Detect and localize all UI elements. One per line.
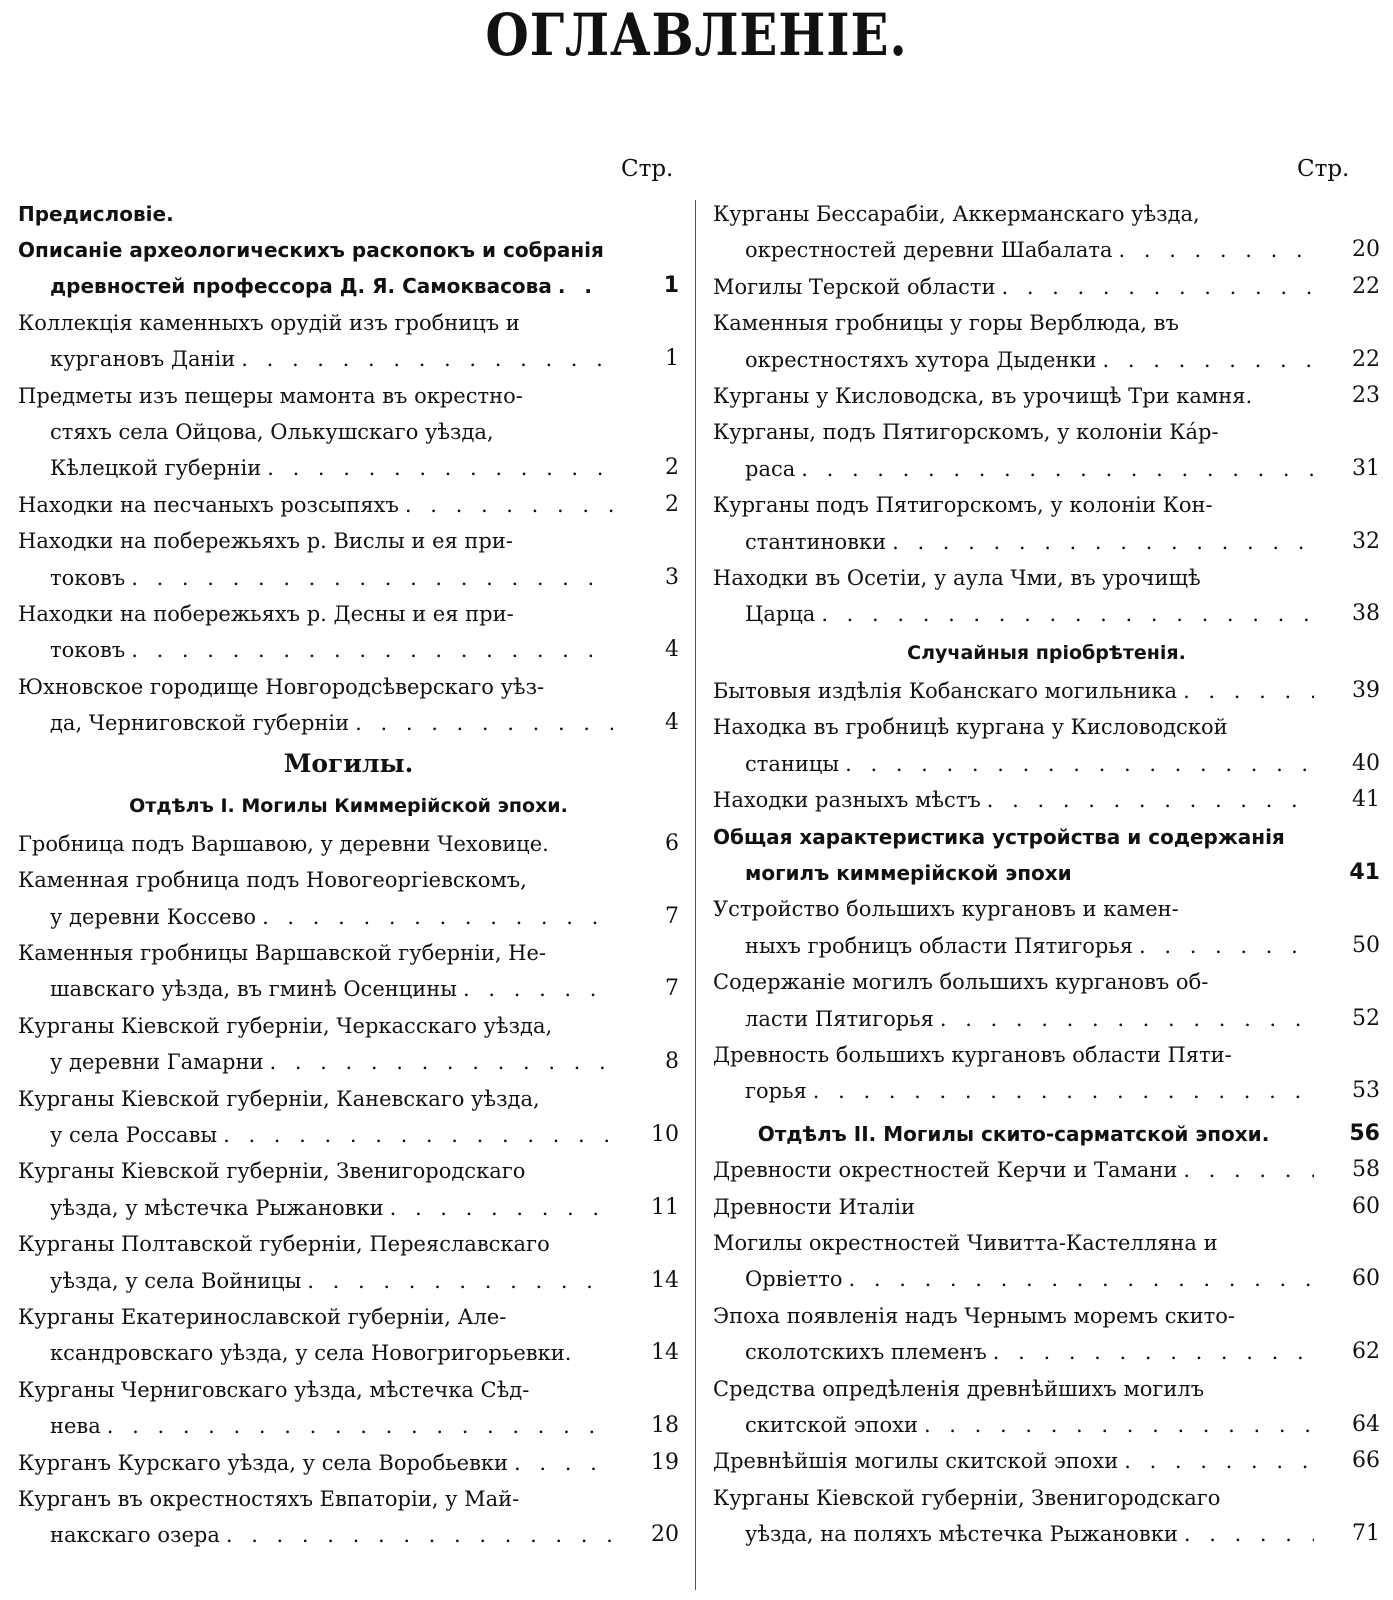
toc-entry-text: Содержанiе могилъ большихъ кургановъ об- bbox=[713, 970, 1209, 995]
toc-page-number: 60 bbox=[1352, 1193, 1380, 1219]
toc-entry-text: уѣзда, у села Войницы bbox=[50, 1268, 302, 1293]
dot-leader bbox=[1178, 1516, 1314, 1552]
toc-entry-text: Находки на побережьяхъ р. Десны и ея при- bbox=[18, 602, 514, 627]
dot-leader bbox=[981, 782, 1314, 818]
toc-page-number: 4 bbox=[665, 637, 679, 663]
dot-leader bbox=[217, 1117, 613, 1153]
toc-entry[interactable] bbox=[18, 1044, 679, 1080]
toc-entry[interactable] bbox=[713, 1073, 1380, 1109]
dot-leader bbox=[399, 487, 613, 523]
toc-group-caucasus bbox=[713, 196, 1380, 633]
toc-page-number: 3 bbox=[665, 564, 679, 590]
toc-entry[interactable] bbox=[18, 1190, 679, 1226]
toc-entry-text: Курганы Кiевской губернiи, Каневскаго уѣзда, bbox=[18, 1086, 540, 1111]
toc-entry[interactable] bbox=[18, 1445, 679, 1481]
toc-page-number: 58 bbox=[1352, 1157, 1380, 1183]
toc-page-number: 23 bbox=[1352, 383, 1380, 409]
toc-entry-line bbox=[18, 596, 679, 632]
toc-page-number: 22 bbox=[1352, 273, 1380, 299]
toc-entry-text: Юхновское городище Новгородсѣверскаго уѣз- bbox=[18, 674, 545, 699]
toc-entry-text: могилъ киммерiйской эпохи bbox=[745, 860, 1072, 885]
toc-right-column bbox=[713, 196, 1380, 1553]
toc-entry-text: Находка въ гробницѣ кургана у Кисловодской bbox=[713, 715, 1228, 740]
toc-group-cimmerian bbox=[18, 826, 679, 1554]
section-heading-scythian[interactable] bbox=[713, 1110, 1380, 1152]
toc-entry-line bbox=[18, 1008, 679, 1044]
toc-entry-text: кургановъ Данiи bbox=[50, 347, 236, 372]
dot-leader bbox=[125, 560, 613, 596]
toc-left-column bbox=[18, 196, 679, 1554]
toc-entry-text: стяхъ села Ойцова, Олькушскаго уѣзда, bbox=[50, 420, 494, 445]
toc-entry-text: шавскаго уѣзда, въ гминѣ Осенцины bbox=[50, 977, 458, 1002]
toc-entry-line bbox=[713, 891, 1380, 927]
toc-entry-line bbox=[18, 305, 679, 341]
toc-entry-text: ныхъ гробницъ области Пятигорья bbox=[745, 933, 1133, 958]
toc-entry[interactable] bbox=[713, 1001, 1380, 1037]
toc-page-number: 39 bbox=[1352, 677, 1380, 703]
toc-entry-text: токовъ bbox=[50, 565, 126, 590]
page-title: ОГЛАВЛЕНIЕ. bbox=[485, 1, 908, 69]
dot-leader bbox=[349, 705, 613, 741]
toc-entry-text: ксандровскаго уѣзда, у села Новогригорьевки. bbox=[50, 1341, 572, 1366]
toc-entry-text: накскаго озера bbox=[50, 1523, 220, 1548]
toc-entry-text: Могилы окрестностей Чивитта-Кастелляна и bbox=[713, 1230, 1218, 1255]
dot-leader bbox=[934, 1001, 1314, 1037]
toc-entry[interactable] bbox=[713, 232, 1380, 268]
toc-entry-text: древностей профессора Д. Я. Самоквасова bbox=[50, 274, 552, 299]
toc-entry-text: Средства опредѣленiя древнѣйшихъ могилъ bbox=[713, 1376, 1205, 1401]
toc-entry[interactable] bbox=[18, 826, 679, 862]
toc-entry-text: Курганы Бессарабiи, Аккерманскаго уѣзда, bbox=[713, 202, 1200, 226]
toc-page-number: 60 bbox=[1352, 1266, 1380, 1292]
toc-entry-line bbox=[713, 1480, 1380, 1516]
dot-leader bbox=[815, 596, 1314, 632]
toc-entry[interactable] bbox=[18, 705, 679, 741]
dot-leader bbox=[839, 746, 1314, 782]
toc-entry-line bbox=[713, 196, 1380, 232]
dot-leader bbox=[508, 1445, 613, 1481]
toc-entry[interactable] bbox=[713, 673, 1380, 709]
toc-entry[interactable] bbox=[713, 1407, 1380, 1443]
toc-entry-text: Курганы Кiевской губернiи, Звенигородскаго bbox=[18, 1159, 526, 1184]
toc-entry-text: Устройство большихъ кургановъ и камен- bbox=[713, 897, 1179, 922]
toc-entry-text: у села Россавы bbox=[50, 1122, 218, 1147]
toc-entry-line bbox=[713, 709, 1380, 745]
toc-entry[interactable] bbox=[713, 1443, 1380, 1479]
toc-entry[interactable] bbox=[18, 1335, 679, 1371]
toc-entry[interactable] bbox=[18, 268, 679, 304]
toc-entry-line bbox=[18, 935, 679, 971]
dot-leader bbox=[552, 268, 613, 304]
toc-entry[interactable] bbox=[18, 1517, 679, 1553]
toc-entry[interactable] bbox=[713, 1516, 1380, 1552]
toc-entry-text: горья bbox=[745, 1079, 807, 1104]
toc-page-number: 66 bbox=[1352, 1448, 1380, 1474]
dot-leader bbox=[1118, 1443, 1314, 1479]
toc-entry[interactable] bbox=[713, 269, 1380, 305]
toc-entry-line bbox=[713, 964, 1380, 1000]
dot-leader bbox=[235, 341, 613, 377]
dot-leader bbox=[995, 269, 1314, 305]
toc-entry[interactable] bbox=[713, 451, 1380, 487]
dot-leader bbox=[1177, 1152, 1314, 1188]
dot-leader bbox=[101, 1408, 613, 1444]
toc-entry-line bbox=[18, 669, 679, 705]
page-column-label-right: Стр. bbox=[1297, 156, 1350, 182]
toc-entry-text: Орвiетто bbox=[745, 1267, 843, 1292]
dot-leader bbox=[1133, 928, 1314, 964]
toc-entry-line bbox=[713, 560, 1380, 596]
toc-preface[interactable]: Предисловiе. bbox=[18, 202, 174, 226]
toc-entry-line bbox=[713, 819, 1380, 855]
toc-entry-text: Курганы Кiевской губернiи, Черкасскаго уѣзда, bbox=[18, 1013, 553, 1038]
toc-group-scythian bbox=[713, 1152, 1380, 1552]
toc-entry-text: скитской эпохи bbox=[745, 1413, 918, 1437]
toc-entry-text: токовъ bbox=[50, 638, 126, 663]
toc-page-number: 41 bbox=[1352, 787, 1380, 813]
toc-entry-text: стантиновки bbox=[745, 529, 887, 554]
toc-page-number: 20 bbox=[1352, 237, 1380, 263]
toc-page-number: 71 bbox=[1352, 1521, 1380, 1547]
section-heading-graves: Могилы. bbox=[283, 748, 414, 778]
toc-entry-text: Гробница подъ Варшавою, у деревни Чеховице. bbox=[18, 831, 549, 856]
dot-leader bbox=[301, 1263, 613, 1299]
toc-entry-text: Находки разныхъ мѣстъ bbox=[713, 788, 981, 813]
toc-entry-text: Курганы Екатеринославской губернiи, Але- bbox=[18, 1304, 507, 1329]
toc-group-random-finds bbox=[713, 673, 1380, 1110]
toc-entry-line bbox=[18, 378, 679, 414]
toc-page-number: 11 bbox=[651, 1194, 679, 1220]
toc-entry-line bbox=[713, 487, 1380, 523]
toc-entry-text: Общая характеристика устройства и содержанiя bbox=[713, 824, 1285, 849]
toc-page-number: 4 bbox=[665, 710, 679, 736]
toc-entry-text: окрестностяхъ хутора Дыденки bbox=[745, 347, 1097, 372]
toc-entry-line bbox=[18, 862, 679, 898]
toc-entry-line bbox=[713, 305, 1380, 341]
toc-entry[interactable] bbox=[18, 560, 679, 596]
toc-entry-text: Древности окрестностей Керчи и Тамани bbox=[713, 1158, 1178, 1183]
toc-entry-line bbox=[713, 1371, 1380, 1407]
toc-entry-line bbox=[18, 1081, 679, 1117]
dot-leader bbox=[1097, 342, 1314, 378]
toc-entry-line bbox=[18, 1299, 679, 1335]
toc-entry-text: Эпоха появленiя надъ Чернымъ моремъ скито- bbox=[713, 1303, 1235, 1328]
toc-page-number: 31 bbox=[1352, 455, 1380, 481]
toc-entry[interactable] bbox=[18, 1117, 679, 1153]
toc-page-number: 20 bbox=[651, 1522, 679, 1548]
dot-leader bbox=[125, 632, 613, 668]
toc-entry-text: да, Черниговской губернiи bbox=[50, 711, 350, 736]
toc-page-number: 1 bbox=[665, 346, 679, 372]
toc-page-number: 6 bbox=[665, 830, 679, 856]
toc-entry-line bbox=[18, 1226, 679, 1262]
dot-leader bbox=[263, 1044, 613, 1080]
toc-entry-text: Курганъ Курскаго уѣзда, у села Воробьевки bbox=[18, 1450, 509, 1475]
toc-entry-text: уѣзда, у мѣстечка Рыжановки bbox=[50, 1195, 384, 1220]
dot-leader bbox=[457, 971, 613, 1007]
page-column-label-left: Стр. bbox=[621, 156, 674, 182]
toc-page-number: 7 bbox=[665, 976, 679, 1002]
toc-entry-line bbox=[713, 1298, 1380, 1334]
toc-entry[interactable] bbox=[18, 341, 679, 377]
section-heading-scythian-label: Отдѣлъ II. Могилы скито-сарматской эпохи. bbox=[757, 1121, 1270, 1146]
toc-entry[interactable] bbox=[713, 855, 1380, 891]
dot-leader bbox=[795, 451, 1314, 487]
toc-entry-text: ласти Пятигорья bbox=[745, 1006, 934, 1031]
dot-leader bbox=[987, 1334, 1314, 1370]
toc-entry-text: нева bbox=[50, 1414, 101, 1439]
toc-page-number: 22 bbox=[1352, 346, 1380, 372]
dot-leader bbox=[261, 450, 613, 486]
toc-entry[interactable] bbox=[713, 1189, 1380, 1225]
toc-entry[interactable] bbox=[713, 782, 1380, 818]
toc-entry-text: Курганы Кiевской губернiи, Звенигородскаго bbox=[713, 1485, 1221, 1510]
toc-entry-text: Курганы Черниговскаго уѣзда, мѣстечка Сѣд- bbox=[18, 1377, 530, 1402]
toc-entry-text: станицы bbox=[745, 751, 840, 776]
toc-entry-text: Кѣлецкой губернiи bbox=[50, 456, 262, 481]
toc-page-number: 56 bbox=[1349, 1120, 1380, 1146]
toc-entry[interactable] bbox=[18, 450, 679, 486]
toc-entry[interactable] bbox=[18, 1408, 679, 1444]
toc-entry-text: раса bbox=[745, 456, 796, 481]
toc-entry[interactable] bbox=[713, 928, 1380, 964]
toc-entry-line bbox=[18, 1372, 679, 1408]
toc-page-number: 41 bbox=[1349, 859, 1380, 885]
dot-leader bbox=[256, 899, 613, 935]
toc-entry[interactable] bbox=[18, 632, 679, 668]
section-heading-random-finds: Случайныя прiобрѣтенiя. bbox=[907, 641, 1186, 664]
toc-entry-line bbox=[713, 1037, 1380, 1073]
dot-leader bbox=[220, 1517, 613, 1553]
column-divider bbox=[695, 200, 696, 1590]
toc-entry[interactable] bbox=[18, 971, 679, 1007]
toc-entry-text: Коллекцiя каменныхъ орудiй изъ гробницъ и bbox=[18, 310, 520, 335]
toc-entry-text: Древность большихъ кургановъ области Пяти- bbox=[713, 1042, 1232, 1067]
toc-page-number: 53 bbox=[1352, 1078, 1380, 1104]
toc-entry-text: Курганы Полтавской губернiи, Переяславскаго bbox=[18, 1232, 550, 1257]
dot-leader bbox=[918, 1407, 1314, 1443]
toc-entry-text: Находки на побережьяхъ р. Вислы и ея при- bbox=[18, 529, 513, 554]
toc-entry-text: Каменныя гробницы у горы Верблюда, въ bbox=[713, 311, 1179, 336]
toc-entry-text: Бытовыя издѣлiя Кобанскаго могильника bbox=[713, 678, 1178, 703]
toc-entry-text: Курганы, подъ Пятигорскомъ, у колонiи Кáр- bbox=[713, 420, 1219, 445]
toc-entry[interactable] bbox=[18, 899, 679, 935]
dot-leader bbox=[807, 1073, 1314, 1109]
toc-entry-text: Царца bbox=[745, 602, 816, 627]
toc-entry-line bbox=[18, 523, 679, 559]
toc-page-number: 7 bbox=[665, 903, 679, 929]
dot-leader bbox=[1177, 673, 1314, 709]
toc-entry-text: окрестностей деревни Шабалата bbox=[745, 238, 1113, 263]
toc-entry[interactable] bbox=[713, 1152, 1380, 1188]
toc-entry[interactable] bbox=[713, 1334, 1380, 1370]
toc-page-number: 14 bbox=[651, 1340, 679, 1366]
toc-entry-text: у деревни Коссево bbox=[50, 904, 257, 929]
toc-entry-line bbox=[18, 232, 679, 268]
toc-page-number: 38 bbox=[1352, 601, 1380, 627]
toc-entry-text: сколотскихъ племенъ bbox=[745, 1340, 987, 1365]
dot-leader bbox=[384, 1190, 613, 1226]
toc-entry[interactable] bbox=[18, 487, 679, 523]
section-heading-cimmerian: Отдѣлъ I. Могилы Киммерiйской эпохи. bbox=[129, 794, 568, 817]
toc-page-number: 14 bbox=[651, 1267, 679, 1293]
toc-entry[interactable] bbox=[713, 378, 1380, 414]
toc-entry-text: Описанiе археологическихъ раскопокъ и собранiя bbox=[18, 238, 604, 262]
toc-group-intro bbox=[18, 232, 679, 742]
toc-entry-text: Находки на песчаныхъ розсыпяхъ bbox=[18, 492, 399, 517]
toc-entry-text: Находки въ Осетiи, у аула Чми, въ урочищѣ bbox=[713, 566, 1201, 591]
toc-entry[interactable] bbox=[713, 524, 1380, 560]
toc-entry[interactable] bbox=[713, 1261, 1380, 1297]
toc-entry-text: Курганъ въ окрестностяхъ Евпаторiи, у Май- bbox=[18, 1487, 520, 1511]
toc-entry-text: Древности Италiи bbox=[713, 1194, 915, 1219]
toc-page-number: 50 bbox=[1352, 932, 1380, 958]
toc-entry[interactable] bbox=[713, 746, 1380, 782]
dot-leader bbox=[1113, 232, 1315, 268]
toc-page-number: 40 bbox=[1352, 750, 1380, 776]
toc-entry-text: Могилы Терской области bbox=[713, 274, 996, 299]
toc-page-number: 2 bbox=[665, 455, 679, 481]
toc-entry-line bbox=[18, 1153, 679, 1189]
toc-entry-text: у деревни Гамарни bbox=[50, 1050, 264, 1075]
toc-page-number: 19 bbox=[651, 1449, 679, 1475]
toc-entry-text: Курганы подъ Пятигорскомъ, у колонiи Кон- bbox=[713, 493, 1213, 518]
toc-entry[interactable] bbox=[713, 342, 1380, 378]
toc-page-number: 10 bbox=[651, 1121, 679, 1147]
toc-page-number: 8 bbox=[665, 1049, 679, 1075]
dot-leader bbox=[843, 1261, 1314, 1297]
toc-page-number: 52 bbox=[1352, 1005, 1380, 1031]
toc-page-number: 2 bbox=[665, 491, 679, 517]
toc-page-number: 62 bbox=[1352, 1339, 1380, 1365]
toc-entry-text: Курганы у Кисловодска, въ урочищѣ Три камня. bbox=[713, 384, 1253, 409]
toc-entry-line bbox=[18, 1481, 679, 1517]
toc-entry-text: Каменная гробница подъ Новогеоргiевскомъ, bbox=[18, 868, 527, 893]
toc-entry-text: Каменныя гробницы Варшавской губернiи, Не- bbox=[18, 940, 547, 965]
toc-entry-line bbox=[713, 1225, 1380, 1261]
toc-page-number: 18 bbox=[651, 1413, 679, 1439]
toc-page-number: 64 bbox=[1352, 1412, 1380, 1437]
toc-entry-text: Предметы изъ пещеры мамонта въ окрестно- bbox=[18, 383, 523, 408]
toc-entry-line bbox=[713, 414, 1380, 450]
toc-entry[interactable] bbox=[713, 596, 1380, 632]
toc-entry-line bbox=[18, 414, 679, 450]
toc-page-number: 1 bbox=[663, 273, 679, 299]
dot-leader bbox=[886, 524, 1314, 560]
toc-entry[interactable] bbox=[18, 1263, 679, 1299]
toc-page-number: 32 bbox=[1352, 528, 1380, 554]
toc-entry-text: уѣзда, на поляхъ мѣстечка Рыжановки bbox=[745, 1522, 1178, 1547]
toc-entry-text: Древнѣйшiя могилы скитской эпохи bbox=[713, 1449, 1119, 1474]
